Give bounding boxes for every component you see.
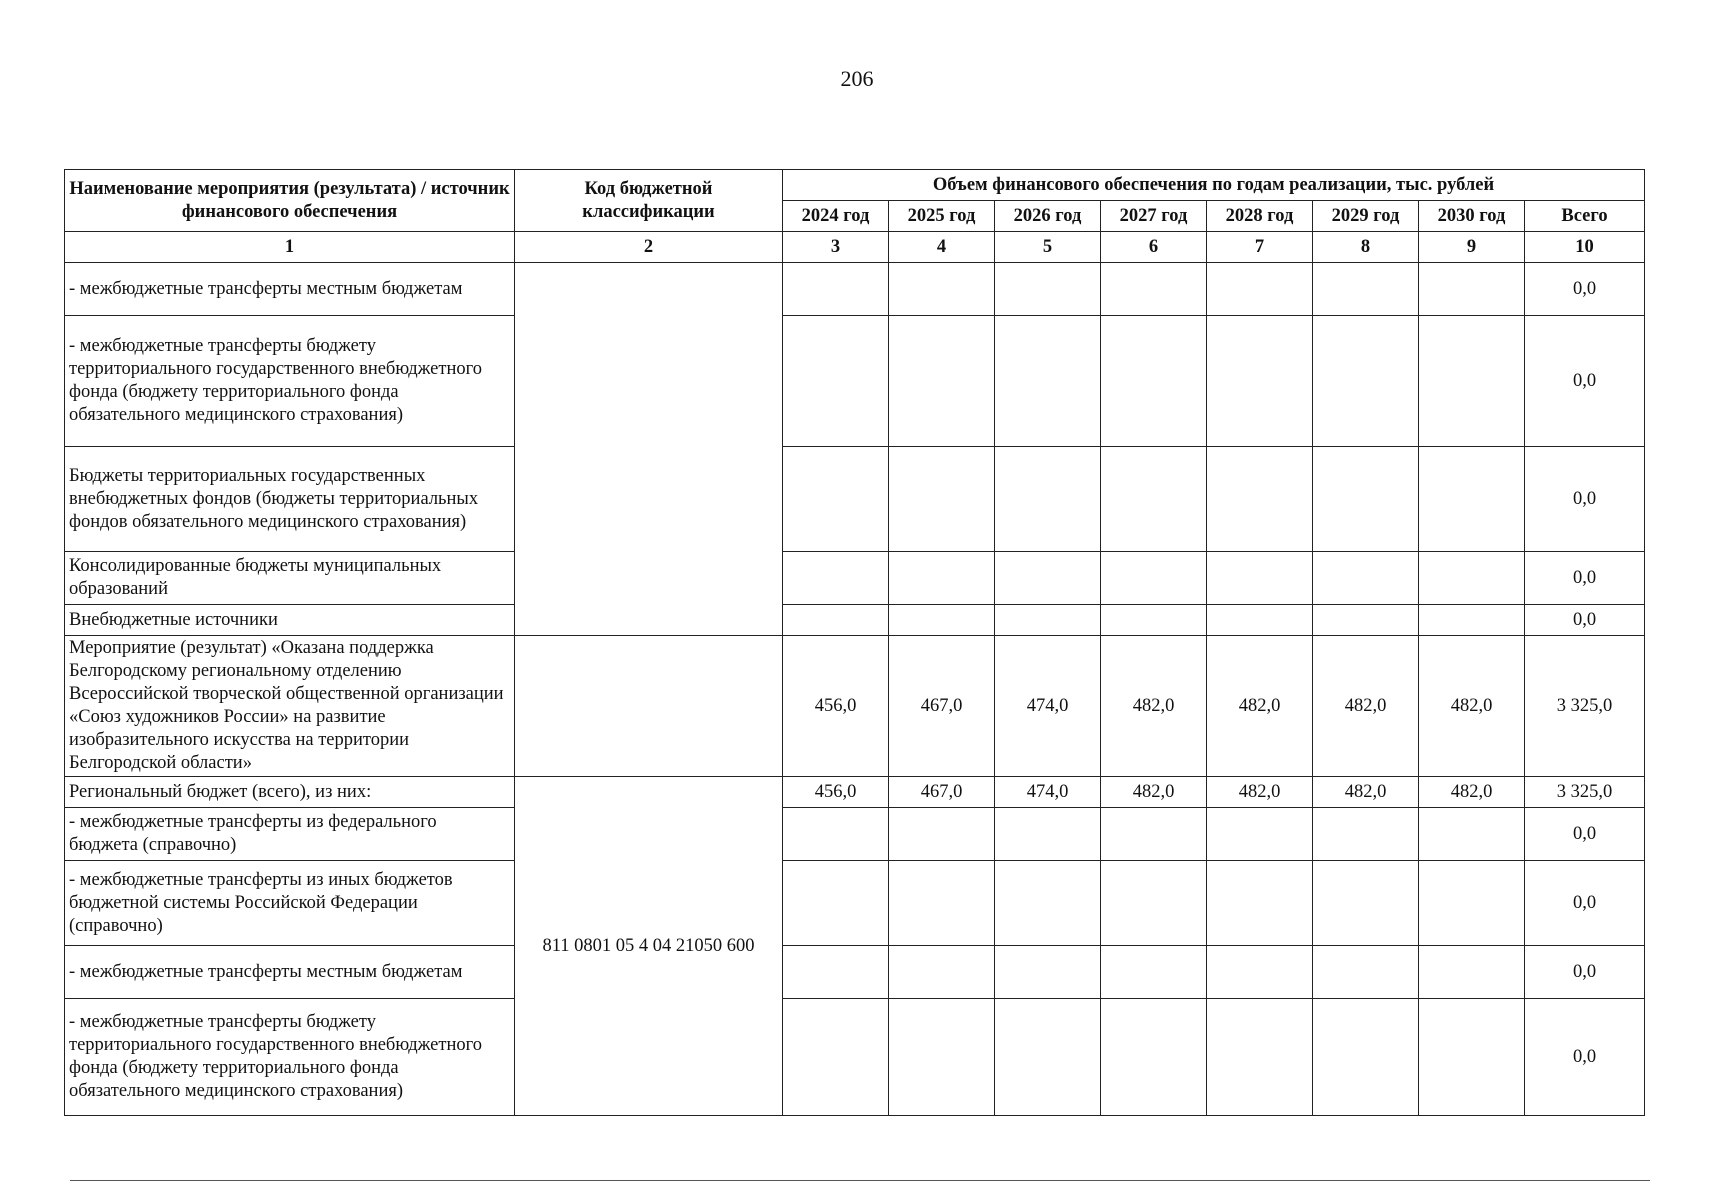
row-name: - межбюджетные трансферты бюджету территориального государственного внебюджетного фонда (бюджету территориального фонда обязательного медицинского страхования) — [65, 999, 515, 1116]
total-value: 0,0 — [1525, 808, 1645, 861]
year-value — [995, 447, 1101, 552]
column-number: 8 — [1313, 232, 1419, 263]
row-name: - межбюджетные трансферты местным бюджетам — [65, 263, 515, 316]
year-value — [995, 861, 1101, 946]
year-value — [1313, 808, 1419, 861]
year-value — [1101, 552, 1207, 605]
year-value — [1207, 946, 1313, 999]
header-year: 2025 год — [889, 201, 995, 232]
column-number: 6 — [1101, 232, 1207, 263]
year-value: 482,0 — [1419, 777, 1525, 808]
column-number: 3 — [783, 232, 889, 263]
year-value: 456,0 — [783, 777, 889, 808]
year-value — [1207, 447, 1313, 552]
year-value: 474,0 — [995, 636, 1101, 777]
year-value — [1313, 861, 1419, 946]
year-value — [1101, 316, 1207, 447]
budget-table — [64, 169, 1645, 1116]
year-value — [995, 605, 1101, 636]
year-value: 467,0 — [889, 636, 995, 777]
year-value — [1313, 999, 1419, 1116]
year-value — [1419, 552, 1525, 605]
row-name: - межбюджетные трансферты из федерального бюджета (справочно) — [65, 808, 515, 861]
page-bottom-rule — [70, 1180, 1650, 1181]
year-value — [889, 447, 995, 552]
year-value — [1207, 552, 1313, 605]
year-value — [783, 946, 889, 999]
header-year: 2028 год — [1207, 201, 1313, 232]
header-volume: Объем финансового обеспечения по годам реализации, тыс. рублей — [783, 170, 1645, 201]
year-value — [1207, 808, 1313, 861]
year-value — [1313, 946, 1419, 999]
year-value: 482,0 — [1419, 636, 1525, 777]
row-name: - межбюджетные трансферты местным бюджетам — [65, 946, 515, 999]
total-value: 0,0 — [1525, 605, 1645, 636]
budget-code-cell — [515, 636, 783, 777]
year-value: 482,0 — [1313, 777, 1419, 808]
total-value: 0,0 — [1525, 447, 1645, 552]
year-value — [783, 861, 889, 946]
year-value — [1101, 861, 1207, 946]
table-row — [65, 605, 1645, 636]
year-value: 482,0 — [1101, 777, 1207, 808]
year-value — [995, 316, 1101, 447]
year-value: 482,0 — [1313, 636, 1419, 777]
year-value — [1101, 447, 1207, 552]
year-value: 474,0 — [995, 777, 1101, 808]
year-value: 456,0 — [783, 636, 889, 777]
column-number: 9 — [1419, 232, 1525, 263]
column-number: 1 — [65, 232, 515, 263]
year-value — [995, 808, 1101, 861]
year-value — [1419, 999, 1525, 1116]
column-number: 2 — [515, 232, 783, 263]
row-name: Внебюджетные источники — [65, 605, 515, 636]
year-value — [889, 946, 995, 999]
table-row — [65, 447, 1645, 552]
year-value — [995, 263, 1101, 316]
table-row — [65, 636, 1645, 777]
column-number-row — [65, 232, 1645, 263]
column-number: 4 — [889, 232, 995, 263]
header-year: 2027 год — [1101, 201, 1207, 232]
column-number: 10 — [1525, 232, 1645, 263]
header-code: Код бюджетной классификации — [515, 170, 783, 232]
header-name: Наименование мероприятия (результата) / источник финансового обеспечения — [65, 170, 515, 232]
row-name: Региональный бюджет (всего), из них: — [65, 777, 515, 808]
budget-code-cell — [515, 263, 783, 636]
row-name: - межбюджетные трансферты бюджету территориального государственного внебюджетного фонда (бюджету территориального фонда обязательного медицинского страхования) — [65, 316, 515, 447]
year-value — [889, 605, 995, 636]
year-value — [1419, 263, 1525, 316]
column-number: 5 — [995, 232, 1101, 263]
year-value — [889, 808, 995, 861]
header-year: 2030 год — [1419, 201, 1525, 232]
year-value — [1419, 861, 1525, 946]
year-value — [1419, 808, 1525, 861]
header-year: 2029 год — [1313, 201, 1419, 232]
year-value — [1101, 946, 1207, 999]
total-value: 0,0 — [1525, 999, 1645, 1116]
year-value — [1313, 316, 1419, 447]
table-row — [65, 999, 1645, 1116]
year-value — [1207, 605, 1313, 636]
year-value — [1101, 263, 1207, 316]
year-value — [783, 808, 889, 861]
year-value — [1419, 605, 1525, 636]
total-value: 0,0 — [1525, 263, 1645, 316]
year-value — [995, 552, 1101, 605]
header-year: 2026 год — [995, 201, 1101, 232]
total-value: 0,0 — [1525, 946, 1645, 999]
row-name: Бюджеты территориальных государственных внебюджетных фондов (бюджеты территориальных фондов обязательного медицинского страхования) — [65, 447, 515, 552]
year-value — [995, 946, 1101, 999]
row-name: - межбюджетные трансферты из иных бюджетов бюджетной системы Российской Федерации (справочно) — [65, 861, 515, 946]
header-total: Всего — [1525, 201, 1645, 232]
table-row — [65, 316, 1645, 447]
header-year: 2024 год — [783, 201, 889, 232]
year-value — [1207, 999, 1313, 1116]
year-value: 482,0 — [1207, 636, 1313, 777]
year-value — [1313, 263, 1419, 316]
total-value: 3 325,0 — [1525, 777, 1645, 808]
year-value — [783, 263, 889, 316]
year-value — [995, 999, 1101, 1116]
page-number: 206 — [840, 66, 874, 91]
year-value — [889, 861, 995, 946]
year-value — [889, 263, 995, 316]
year-value — [783, 605, 889, 636]
year-value: 482,0 — [1207, 777, 1313, 808]
year-value: 467,0 — [889, 777, 995, 808]
year-value — [889, 316, 995, 447]
budget-code-cell: 811 0801 05 4 04 21050 600 — [515, 777, 783, 1116]
year-value — [783, 316, 889, 447]
total-value: 0,0 — [1525, 861, 1645, 946]
table-row — [65, 263, 1645, 316]
table-row — [65, 552, 1645, 605]
total-value: 3 325,0 — [1525, 636, 1645, 777]
year-value — [783, 447, 889, 552]
table-row — [65, 861, 1645, 946]
year-value — [1101, 605, 1207, 636]
year-value — [783, 552, 889, 605]
year-value — [1313, 605, 1419, 636]
total-value: 0,0 — [1525, 316, 1645, 447]
year-value — [1313, 552, 1419, 605]
table-row — [65, 777, 1645, 808]
year-value — [1419, 447, 1525, 552]
year-value — [1207, 316, 1313, 447]
year-value — [1101, 999, 1207, 1116]
year-value — [889, 999, 995, 1116]
column-number: 7 — [1207, 232, 1313, 263]
table-row — [65, 808, 1645, 861]
year-value — [1313, 447, 1419, 552]
table-row — [65, 946, 1645, 999]
year-value — [1207, 263, 1313, 316]
year-value: 482,0 — [1101, 636, 1207, 777]
year-value — [1419, 316, 1525, 447]
row-name: Консолидированные бюджеты муниципальных образований — [65, 552, 515, 605]
year-value — [1207, 861, 1313, 946]
row-name: Мероприятие (результат) «Оказана поддержка Белгородскому региональному отделению Всероссийской творческой общественной организации «Союз художников России» на развитие изобразительного искусства на территории Белгородской области» — [65, 636, 515, 777]
year-value — [889, 552, 995, 605]
year-value — [1419, 946, 1525, 999]
total-value: 0,0 — [1525, 552, 1645, 605]
year-value — [1101, 808, 1207, 861]
year-value — [783, 999, 889, 1116]
